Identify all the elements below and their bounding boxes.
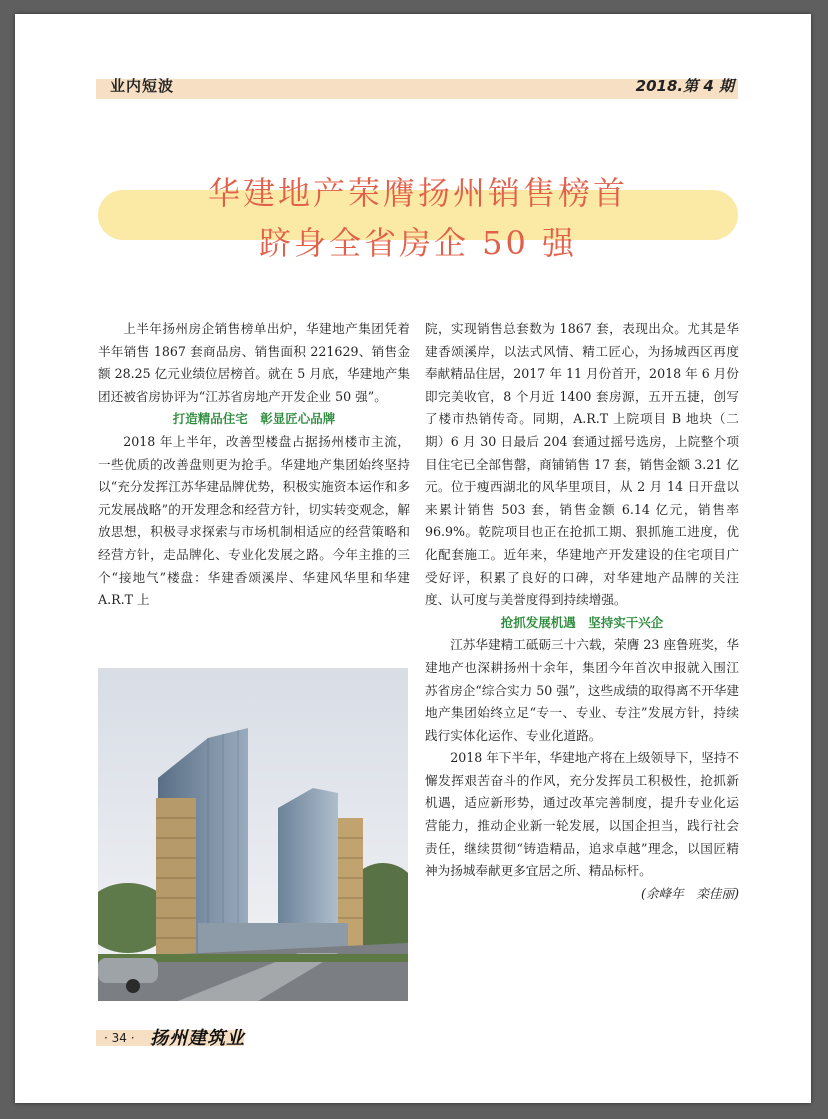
paragraph: 上半年扬州房企销售榜单出炉，华建地产集团凭着半年销售 1867 套商品房、销售面积 221629、销售金额 28.25 亿元业绩位居榜首。就在 5 月底，华建地产集团还被省房协评为“江苏省房地产开发企业 50 强”。 bbox=[98, 321, 410, 404]
left-column bbox=[98, 318, 410, 612]
subheading: 抢抓发展机遇 坚持实干兴企 bbox=[500, 614, 664, 630]
article-title bbox=[98, 168, 738, 268]
paragraph: 江苏华建精工砥砺三十六载，荣膺 23 座鲁班奖，华建地产也深耕扬州十余年，集团今年首次申报就入围江苏省房企“综合实力 50 强”，这些成绩的取得离不开华建地产集团始终立足“专一、专业、专注”发展方针，持续践行实体化运作、专业化道路。 bbox=[425, 637, 739, 743]
subheading: 打造精品住宅 彰显匠心品牌 bbox=[172, 411, 336, 427]
building-rendering-photo bbox=[98, 668, 408, 1001]
page-number: · 34 · bbox=[104, 1031, 135, 1045]
paragraph: 院，实现销售总套数为 1867 套，表现出众。尤其是华建香颂溪岸，以法式风情、精工匠心，为扬城西区再度奉献精品住居，2017 年 11 月份首开，2018 年 6 月份即完美收官，8 个月近 1400 套房源，五开五捷，创写了楼市热销传奇。同期，A.R.T 上院项目 B 地块（二期）6 月 30 日最后 204 套通过摇号选房，上院整个项目住宅已全部售罄，商铺销售 17 套，销售金额 3.21 亿元。位于瘦西湖北的风华里项目，从 2 月 14 日开盘以来累计销售 503 套，销售金额 6.14 亿元，销售率 96.9%。乾院项目也正在抢抓工期、狠抓施工进度，优化配套施工。近年来，华建地产开发建设的住宅项目广受好评，积累了良好的口碑，对华建地产品牌的关注度、认可度与美誉度得到持续增强。 bbox=[425, 321, 739, 608]
right-column bbox=[425, 318, 739, 905]
issue-label: 2018.第 4 期 bbox=[635, 77, 734, 95]
title-line-1: 华建地产荣膺扬州销售榜首 bbox=[207, 174, 628, 212]
author-signature: (余峰年 栾佳丽) bbox=[641, 885, 739, 901]
title-line-2: 跻身全省房企 50 强 bbox=[258, 224, 578, 262]
magazine-logo: 扬州建筑业 bbox=[150, 1028, 245, 1049]
paragraph: 2018 年下半年，华建地产将在上级领导下，坚持不懈发挥艰苦奋斗的作风，充分发挥员工积极性，抢抓新机遇，适应新形势，通过改革完善制度，提升专业化运营能力，推动企业新一轮发展，以国企担当，践行社会责任，继续贯彻“铸造精品，追求卓越”理念，以国匠精神为扬城奉献更多宜居之所、精品标杆。 bbox=[425, 750, 739, 879]
paragraph: 2018 年上半年，改善型楼盘占据扬州楼市主流，一些优质的改善盘则更为抢手。华建地产集团始终坚持以“充分发挥江苏华建品牌优势，积极实施资本运作和多元发展战略”的开发理念和经营方针，切实转变观念，解放思想，积极寻求探索与市场机制相适应的经营策略和经营方针，走品牌化、专业化发展之路。今年主推的三个“接地气”楼盘：华建香颂溪岸、华建风华里和华建 A.R.T 上 bbox=[98, 433, 410, 608]
section-label: 业内短波 bbox=[110, 77, 175, 95]
